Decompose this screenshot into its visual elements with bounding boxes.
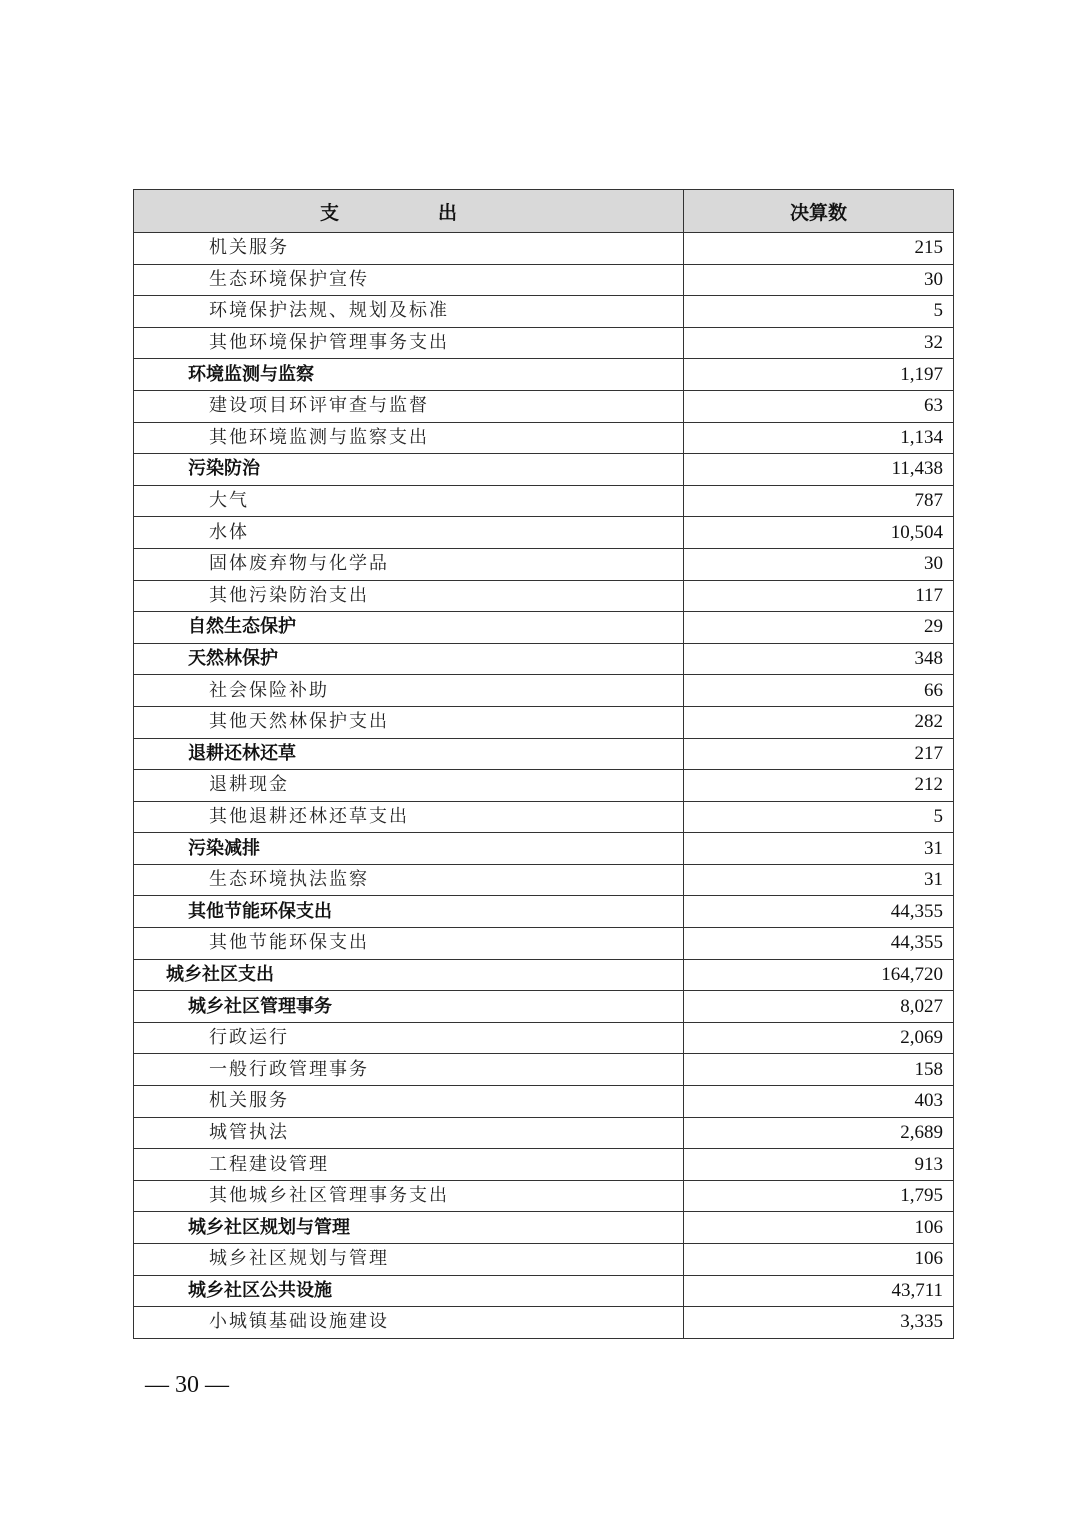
table-row <box>134 1117 954 1149</box>
row-item-name: 建设项目环评审查与监督 <box>134 390 684 422</box>
row-item-name: 城管执法 <box>134 1117 684 1149</box>
header-expenditure-label: 支 出 <box>319 201 497 224</box>
table-row <box>134 233 954 265</box>
row-item-name: 污染减排 <box>134 833 684 865</box>
row-item-value: 30 <box>684 548 954 580</box>
table-row <box>134 517 954 549</box>
row-item-name: 城乡社区规划与管理 <box>134 1244 684 1276</box>
row-item-value: 106 <box>684 1244 954 1276</box>
table-row <box>134 959 954 991</box>
row-item-name: 小城镇基础设施建设 <box>134 1307 684 1339</box>
table-row <box>134 643 954 675</box>
row-item-value: 164,720 <box>684 959 954 991</box>
row-item-name: 其他环境监测与监察支出 <box>134 422 684 454</box>
table-row <box>134 359 954 391</box>
row-item-value: 3,335 <box>684 1307 954 1339</box>
row-item-value: 1,134 <box>684 422 954 454</box>
row-item-name: 大气 <box>134 485 684 517</box>
row-item-value: 212 <box>684 770 954 802</box>
table-row <box>134 675 954 707</box>
table-row <box>134 738 954 770</box>
row-item-name: 退耕还林还草 <box>134 738 684 770</box>
row-item-name: 其他城乡社区管理事务支出 <box>134 1180 684 1212</box>
row-item-name: 其他节能环保支出 <box>134 896 684 928</box>
row-item-value: 31 <box>684 864 954 896</box>
table-row <box>134 770 954 802</box>
row-item-name: 城乡社区管理事务 <box>134 991 684 1023</box>
row-item-value: 1,197 <box>684 359 954 391</box>
table-row <box>134 833 954 865</box>
row-item-value: 913 <box>684 1149 954 1181</box>
row-item-value: 215 <box>684 233 954 265</box>
row-item-value: 29 <box>684 612 954 644</box>
row-item-value: 66 <box>684 675 954 707</box>
row-item-value: 403 <box>684 1086 954 1118</box>
table-row <box>134 928 954 960</box>
row-item-name: 污染防治 <box>134 454 684 486</box>
row-item-name: 城乡社区规划与管理 <box>134 1212 684 1244</box>
table-row <box>134 327 954 359</box>
table-row <box>134 1149 954 1181</box>
row-item-value: 8,027 <box>684 991 954 1023</box>
row-item-name: 其他污染防治支出 <box>134 580 684 612</box>
table-row <box>134 1212 954 1244</box>
table-row <box>134 991 954 1023</box>
table-row <box>134 296 954 328</box>
row-item-value: 117 <box>684 580 954 612</box>
row-item-value: 217 <box>684 738 954 770</box>
row-item-name: 环境监测与监察 <box>134 359 684 391</box>
table-row <box>134 1307 954 1339</box>
row-item-value: 787 <box>684 485 954 517</box>
row-item-name: 工程建设管理 <box>134 1149 684 1181</box>
table-row <box>134 1180 954 1212</box>
header-final-amount: 决算数 <box>684 190 954 233</box>
table-row <box>134 485 954 517</box>
row-item-name: 机关服务 <box>134 233 684 265</box>
table-row <box>134 896 954 928</box>
row-item-name: 其他节能环保支出 <box>134 928 684 960</box>
table-row <box>134 1275 954 1307</box>
row-item-name: 城乡社区公共设施 <box>134 1275 684 1307</box>
row-item-name: 固体废弃物与化学品 <box>134 548 684 580</box>
table-row <box>134 706 954 738</box>
row-item-value: 63 <box>684 390 954 422</box>
row-item-name: 城乡社区支出 <box>134 959 684 991</box>
row-item-name: 天然林保护 <box>134 643 684 675</box>
row-item-name: 其他天然林保护支出 <box>134 706 684 738</box>
row-item-value: 5 <box>684 801 954 833</box>
table-row <box>134 612 954 644</box>
table-header-row <box>134 190 954 233</box>
row-item-value: 1,795 <box>684 1180 954 1212</box>
row-item-value: 2,069 <box>684 1022 954 1054</box>
row-item-name: 退耕现金 <box>134 770 684 802</box>
row-item-value: 11,438 <box>684 454 954 486</box>
table-row <box>134 1022 954 1054</box>
table-row <box>134 1054 954 1086</box>
row-item-value: 2,689 <box>684 1117 954 1149</box>
row-item-name: 其他退耕还林还草支出 <box>134 801 684 833</box>
table-row <box>134 422 954 454</box>
row-item-name: 生态环境执法监察 <box>134 864 684 896</box>
row-item-value: 32 <box>684 327 954 359</box>
row-item-name: 其他环境保护管理事务支出 <box>134 327 684 359</box>
row-item-value: 5 <box>684 296 954 328</box>
row-item-value: 44,355 <box>684 928 954 960</box>
header-expenditure <box>134 190 684 233</box>
row-item-value: 30 <box>684 264 954 296</box>
table-row <box>134 580 954 612</box>
table-row <box>134 1244 954 1276</box>
row-item-name: 水体 <box>134 517 684 549</box>
row-item-value: 158 <box>684 1054 954 1086</box>
row-item-value: 43,711 <box>684 1275 954 1307</box>
table-row <box>134 801 954 833</box>
row-item-name: 机关服务 <box>134 1086 684 1118</box>
table-row <box>134 390 954 422</box>
expenditure-table <box>133 189 954 1339</box>
row-item-value: 348 <box>684 643 954 675</box>
row-item-value: 10,504 <box>684 517 954 549</box>
row-item-value: 106 <box>684 1212 954 1244</box>
table-row <box>134 548 954 580</box>
row-item-value: 282 <box>684 706 954 738</box>
row-item-value: 31 <box>684 833 954 865</box>
row-item-name: 环境保护法规、规划及标准 <box>134 296 684 328</box>
row-item-name: 自然生态保护 <box>134 612 684 644</box>
table-row <box>134 454 954 486</box>
table-body <box>134 233 954 1339</box>
row-item-name: 社会保险补助 <box>134 675 684 707</box>
row-item-name: 生态环境保护宣传 <box>134 264 684 296</box>
row-item-value: 44,355 <box>684 896 954 928</box>
page-number: — 30 — <box>145 1372 229 1398</box>
row-item-name: 行政运行 <box>134 1022 684 1054</box>
table-row <box>134 864 954 896</box>
table-row <box>134 1086 954 1118</box>
row-item-name: 一般行政管理事务 <box>134 1054 684 1086</box>
table-row <box>134 264 954 296</box>
